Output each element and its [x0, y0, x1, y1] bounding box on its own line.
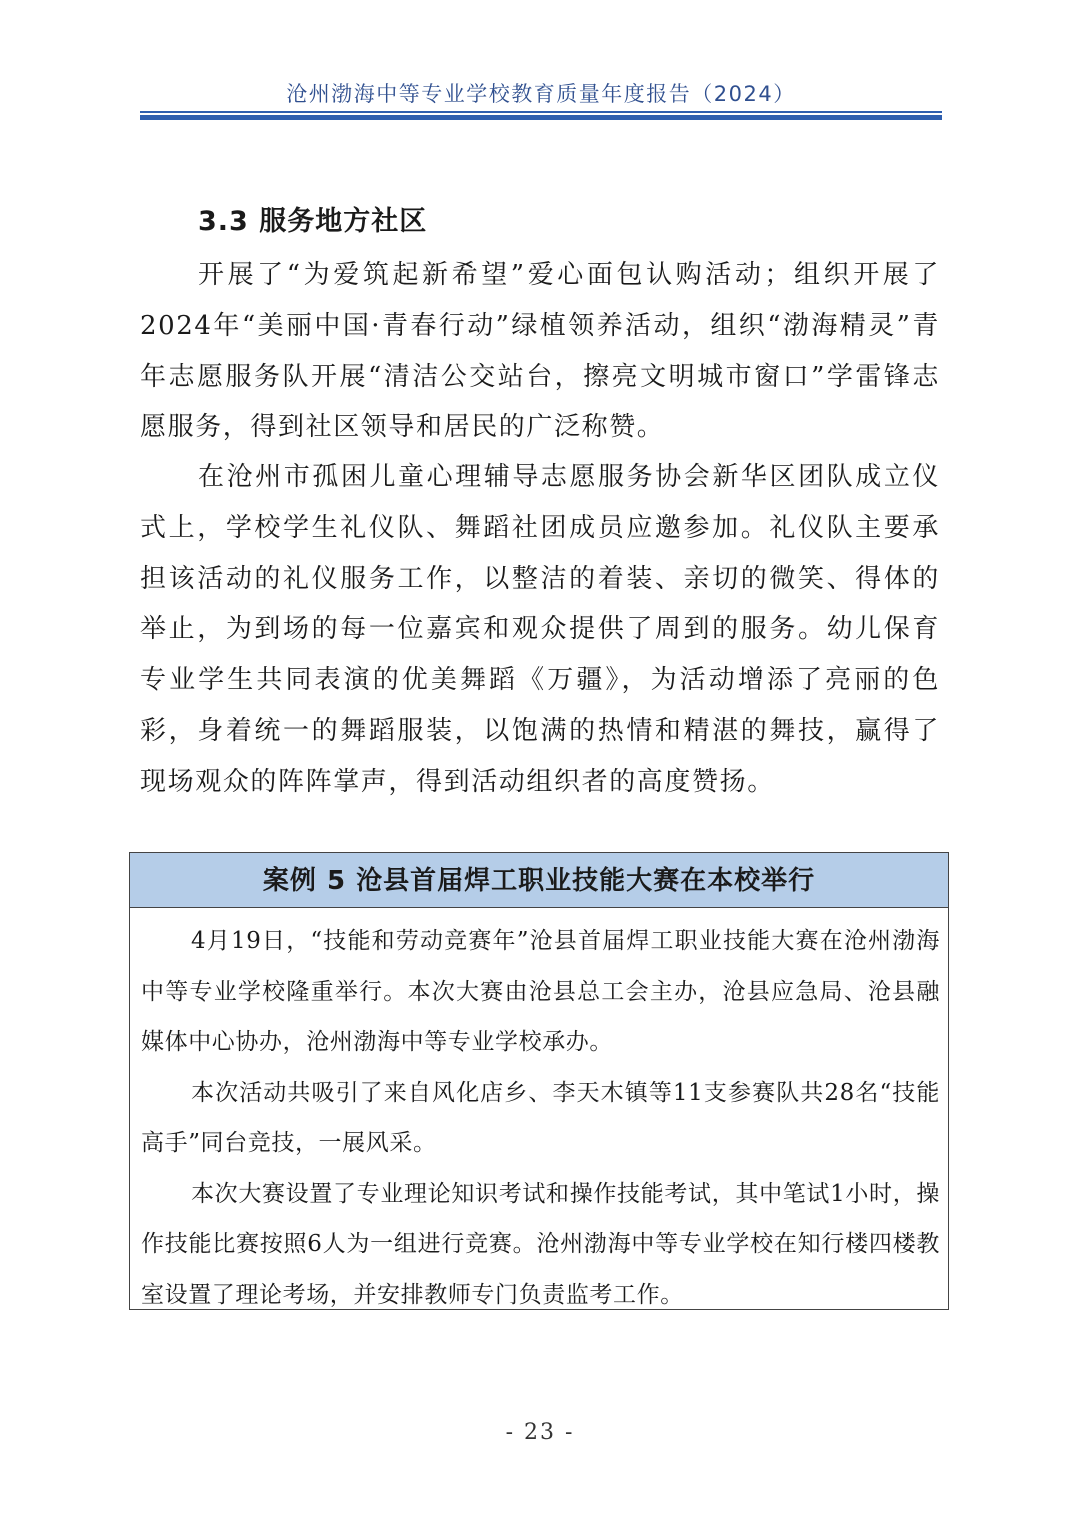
case-paragraph-1: 4月19日，“技能和劳动竞赛年”沧县首届焊工职业技能大赛在沧州渤海中等专业学校隆重举行。本次大赛由沧县总工会主办，沧县应急局、沧县融媒体中心协办，沧州渤海中等专业学校承办。 [141, 928, 940, 1055]
body-paragraph-2: 在沧州市孤困儿童心理辅导志愿服务协会新华区团队成立仪式上，学校学生礼仪队、舞蹈社团成员应邀参加。礼仪队主要承担该活动的礼仪服务工作，以整洁的着装、亲切的微笑、得体的举止，为到场的每一位嘉宾和观众提供了周到的服务。幼儿保育专业学生共同表演的优美舞蹈《万疆》，为活动增添了亮丽的色彩，身着统一的舞蹈服装，以饱满的热情和精湛的舞技，赢得了现场观众的阵阵掌声，得到活动组织者的高度赞扬。 [140, 462, 940, 797]
header-rule-thick [140, 115, 942, 120]
page-header: 沧州渤海中等专业学校教育质量年度报告（2024） [286, 82, 796, 106]
body-paragraph-1: 开展了“为爱筑起新希望”爱心面包认购活动；组织开展了2024年“美丽中国·青春行动”绿植领养活动，组织“渤海精灵”青年志愿服务队开展“清洁公交站台，擦亮文明城市窗口”学雷锋志愿服务，得到社区领导和居民的广泛称赞。 [140, 260, 940, 443]
case-paragraph-3: 本次大赛设置了专业理论知识考试和操作技能考试，其中笔试1小时，操作技能比赛按照6人为一组进行竞赛。沧州渤海中等专业学校在知行楼四楼教室设置了理论考场，并安排教师专门负责监考工作。 [141, 1180, 940, 1308]
case-body [130, 908, 948, 1320]
header-rule-thin [140, 111, 942, 113]
case-title: 案例 5 沧县首届焊工职业技能大赛在本校举行 [130, 853, 948, 908]
page-number: - 23 - [505, 1420, 575, 1445]
case-paragraph-2: 本次活动共吸引了来自风化店乡、李天木镇等11支参赛队共28名“技能高手”同台竞技，一展风采。 [141, 1079, 940, 1156]
case-box [129, 852, 949, 1310]
section-title: 3.3 服务地方社区 [198, 206, 428, 237]
